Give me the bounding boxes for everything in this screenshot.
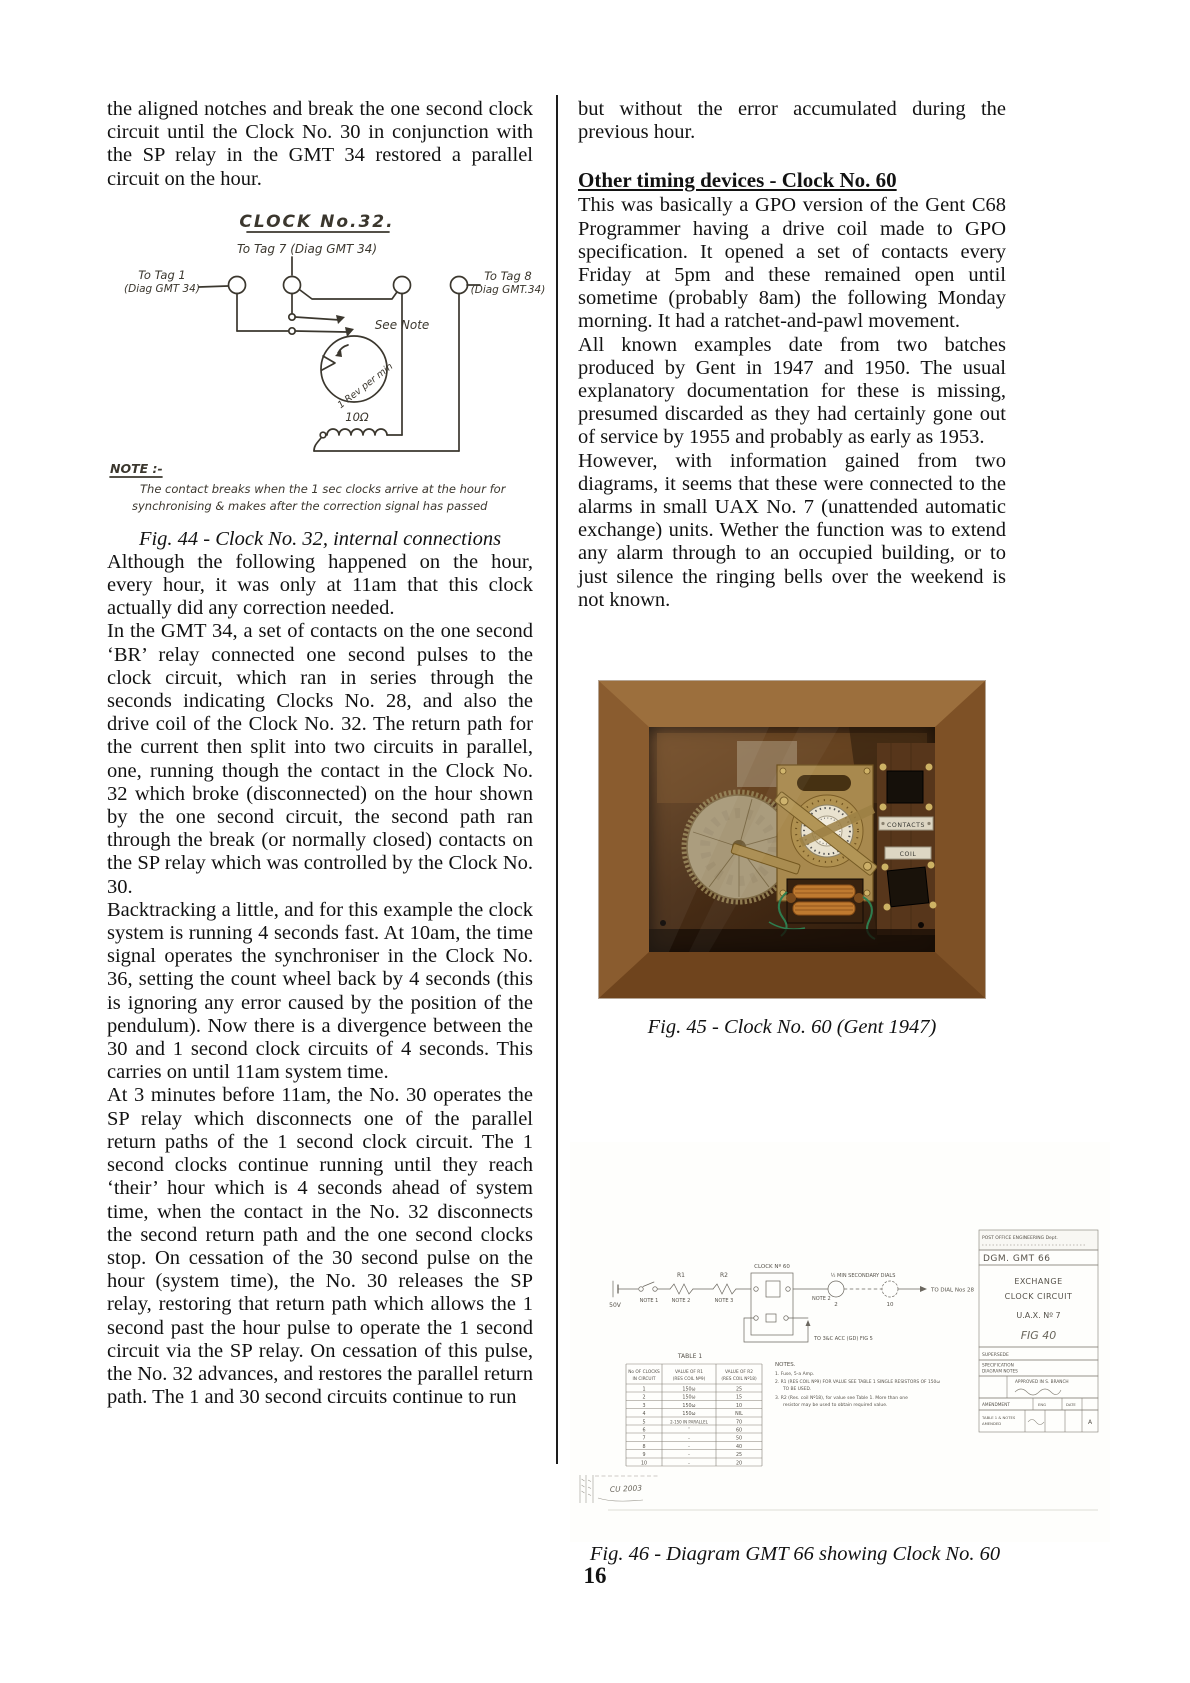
- svg-text:DATE: DATE: [1066, 1403, 1076, 1407]
- svg-text:NOTE 3: NOTE 3: [714, 1298, 734, 1304]
- fig44-contact-arrows: [336, 315, 354, 337]
- body-paragraph: the aligned notches and break the one second clock circuit until the Clock No. 30 in conjunction with the SP relay in the GMT 34 restored a parallel circuit on the hour.: [107, 98, 533, 190]
- svg-text:VALUE OF R1: VALUE OF R1: [675, 1370, 703, 1375]
- svg-text:VALUE OF R2: VALUE OF R2: [725, 1370, 753, 1375]
- svg-text:10: 10: [640, 1461, 648, 1467]
- svg-text:DIAGRAM NOTES: DIAGRAM NOTES: [982, 1369, 1018, 1375]
- svg-text:150ω: 150ω: [682, 1412, 696, 1417]
- svg-text:8: 8: [642, 1445, 646, 1450]
- svg-text:3: 3: [642, 1404, 646, 1409]
- body-paragraph: Although the following happened on the hour, every hour, it was only at 11am that this clock actually did any correction needed.: [107, 550, 533, 620]
- svg-text:SPECIFICATION: SPECIFICATION: [982, 1363, 1014, 1369]
- svg-text:IN CIRCUIT: IN CIRCUIT: [632, 1377, 656, 1382]
- fig44-cam-notch: [322, 356, 335, 370]
- svg-text:R2: R2: [720, 1272, 728, 1279]
- fig44-clock32-diagram: [102, 207, 546, 523]
- svg-text:2-150 IN PARALLEL: 2-150 IN PARALLEL: [670, 1419, 708, 1425]
- body-paragraph: In the GMT 34, a set of contacts on the one second ‘BR’ relay connected one second pulses to the clock circuit, which ran in series through the seconds indicating Clocks No. 28, and also the drive coil of the Clock No. 32. The return path for the current then split into two circuits in parallel, one, running though the contact in the Clock No. 32 which broke (disconnected) on the hour shown by the one second circuit, the second path ran through the break (or normally closed) contacts on the SP relay which was controlled by the Clock No. 30.: [107, 620, 533, 898]
- svg-text:TABLE 1 & NOTES: TABLE 1 & NOTES: [982, 1416, 1016, 1420]
- stamp-handwriting: CU 2003: [609, 1483, 643, 1494]
- svg-text:APPROVED IN S. BRANCH: APPROVED IN S. BRANCH: [1015, 1380, 1069, 1385]
- svg-text:(Diag GMT.34): (Diag GMT.34): [470, 283, 546, 296]
- svg-text:40: 40: [735, 1445, 743, 1450]
- svg-text:2: 2: [642, 1395, 646, 1401]
- svg-text:20: 20: [735, 1461, 743, 1467]
- column-divider: [556, 95, 558, 1464]
- svg-text:R1: R1: [677, 1272, 685, 1279]
- svg-text:(RES COIL Nº18): (RES COIL Nº18): [721, 1377, 757, 1382]
- coil-label: COIL: [899, 851, 917, 859]
- drive-coil: [786, 879, 864, 923]
- svg-text:-: -: [688, 1461, 690, 1467]
- svg-text:No OF CLOCKS: No OF CLOCKS: [628, 1370, 660, 1375]
- svg-text:TO 3&C ACC (GD) FIG 5: TO 3&C ACC (GD) FIG 5: [814, 1336, 873, 1342]
- svg-text:SUPERSEDE: SUPERSEDE: [982, 1353, 1009, 1358]
- svg-text:25: 25: [735, 1453, 743, 1458]
- svg-text:60: 60: [735, 1428, 743, 1434]
- svg-text:(Diag GMT 34): (Diag GMT 34): [124, 282, 200, 295]
- svg-text:NOTES.: NOTES.: [775, 1362, 796, 1368]
- titleblock-fig-number: FIG 40: [1020, 1329, 1057, 1342]
- svg-text:-: -: [688, 1453, 690, 1458]
- svg-text:25: 25: [735, 1387, 743, 1393]
- svg-text:CLOCK CIRCUIT: CLOCK CIRCUIT: [1004, 1292, 1073, 1301]
- fig46-caption: Fig. 46 - Diagram GMT 66 showing Clock No. 60: [589, 1543, 1001, 1565]
- fig44-note-heading: NOTE :-: [110, 460, 163, 476]
- svg-text:5: 5: [642, 1420, 646, 1426]
- svg-text:50V: 50V: [609, 1302, 621, 1309]
- svg-text:9: 9: [642, 1453, 646, 1458]
- svg-text:TO BE USED.: TO BE USED.: [783, 1387, 812, 1392]
- body-paragraph: This was basically a GPO version of the Gent C68 Programmer having a drive coil made to GPO specification. It opened a set of contacts every Friday at 5pm and these remained open until sometime (probably 8am) the following Monday morning. It had a ratchet-and-pawl movement.: [578, 194, 1006, 333]
- body-paragraph: However, with information gained from two diagrams, it seems that these were connected to the alarms in small UAX No. 7 (unattended automatic exchange) units. Wether the function was to extend any alarm through to an occupied building, or to just silence the ringing bells over the weekend is not known.: [578, 449, 1006, 611]
- svg-text:10: 10: [735, 1404, 743, 1409]
- svg-text:″: ″: [688, 1428, 690, 1434]
- fig44-caption: Fig. 44 - Clock No. 32, internal connections: [138, 527, 502, 550]
- svg-text:NIL: NIL: [735, 1412, 743, 1417]
- svg-text:EXCHANGE: EXCHANGE: [1014, 1277, 1063, 1286]
- svg-text:-: -: [688, 1445, 690, 1450]
- body-paragraph: At 3 minutes before 11am, the No. 30 operates the SP relay which disconnects one of the parallel return paths of the 1 second clock circuit. The 1 second clocks continue running until they reach ‘their’ hour which is 4 seconds ahead of system time, when the contact in the No. 32 disconnects the second return path and the one second clocks stop. On cessation of the 30 second pulse on the hour (system time), the No. 30 releases the SP relay, restoring that return path which allows the 1 second past the hour pulse to operate the 1 second circuit via the SP relay. On cessation of this pulse, the No. 32 advances, and restores the parallel return path. The 1 and 30 second circuits continue to run: [107, 1084, 533, 1409]
- svg-text:CLOCK Nº 60: CLOCK Nº 60: [754, 1264, 790, 1270]
- fig44-note-line2: synchronising & makes after the correction signal has passed: [132, 498, 488, 513]
- body-paragraph: All known examples date from two batches produced by Gent in 1947 and 1950. The usual explanatory documentation for these is missing, presumed discarded as they had certainly gone out of service by 1955 and probably as early as 1953.: [578, 333, 1006, 449]
- svg-text:50: 50: [735, 1436, 743, 1442]
- fig44-coil-value: 10Ω: [345, 409, 369, 424]
- contact-block: [887, 771, 923, 803]
- svg-text:½ MIN SECONDARY DIALS: ½ MIN SECONDARY DIALS: [830, 1273, 896, 1279]
- svg-text:(RES COIL Nº9): (RES COIL Nº9): [672, 1377, 706, 1382]
- fig44-tag1-label: To Tag 1: [138, 267, 186, 282]
- fig45-caption: Fig. 45 - Clock No. 60 (Gent 1947): [647, 1016, 937, 1039]
- svg-text:TO DIAL Nos 28: TO DIAL Nos 28: [931, 1287, 974, 1294]
- clock-mechanism: [649, 727, 935, 952]
- svg-text:U.A.X. Nº 7: U.A.X. Nº 7: [1016, 1311, 1061, 1320]
- body-paragraph: Backtracking a little, and for this example the clock system is running 4 seconds fast. At 10am, the time signal operates the synchroniser in the Clock No. 36, setting the count wheel back by 4 seconds (this is ignoring any error caused by the position of the pendulum). Now there is a divergence between the 30 and 1 second clock circuits of 4 seconds. This carries on until 11am system time.: [107, 898, 533, 1084]
- svg-text:15: 15: [735, 1395, 743, 1401]
- page-number: 16: [583, 1563, 607, 1588]
- body-paragraph: but without the error accumulated during the previous hour.: [578, 98, 1006, 144]
- svg-text:-: -: [688, 1436, 690, 1442]
- fig44-see-note-label: See Note: [374, 317, 430, 332]
- terminal-panel: [877, 743, 937, 935]
- svg-text:NOTE 2: NOTE 2: [671, 1298, 691, 1304]
- svg-text:4: 4: [642, 1412, 646, 1417]
- svg-text:AMENDMENT: AMENDMENT: [982, 1403, 1010, 1408]
- fig44-title: CLOCK No.32.: [239, 211, 395, 232]
- svg-text:6: 6: [642, 1428, 646, 1434]
- svg-text:AMENDED: AMENDED: [982, 1422, 1002, 1426]
- svg-text:150ω: 150ω: [682, 1395, 696, 1401]
- svg-text:10: 10: [886, 1302, 894, 1308]
- fig44-rev-label: 1 Rev per min: [335, 360, 396, 411]
- svg-text:3. R2 (Res. coil Nº18), for v: 3. R2 (Res. coil Nº18), for value see Table 1. More than one: [775, 1396, 908, 1401]
- contacts-label: CONTACTS: [886, 822, 926, 830]
- svg-text:NOTE 2: NOTE 2: [812, 1296, 831, 1302]
- svg-text:1: 1: [642, 1387, 646, 1393]
- right-column: [578, 98, 1006, 1039]
- svg-text:150ω: 150ω: [682, 1387, 696, 1393]
- titleblock-header: POST OFFICE ENGINEERING Dept.: [982, 1236, 1058, 1241]
- svg-text:7: 7: [642, 1436, 646, 1442]
- svg-text:ENG: ENG: [1038, 1403, 1047, 1407]
- fig44-note-line1: The contact breaks when the 1 sec clocks arrive at the hour for: [140, 481, 506, 496]
- svg-text:resistor may be used to obtain: resistor may be used to obtain required value.: [783, 1403, 888, 1408]
- svg-text:A: A: [1088, 1419, 1093, 1426]
- svg-text:NOTE 1: NOTE 1: [639, 1298, 659, 1304]
- coil-block: [887, 867, 929, 907]
- svg-text:150ω: 150ω: [682, 1404, 696, 1409]
- wooden-case: [599, 681, 985, 998]
- left-column: [107, 98, 546, 1409]
- svg-text:2: 2: [834, 1302, 838, 1308]
- fig45-clock60-photo: [578, 652, 1006, 1004]
- svg-text:2. R1 (RES COIL Nº9) FOR VALU: 2. R1 (RES COIL Nº9) FOR VALUE SEE TABLE 1 SINGLE RESISTORS OF 150ω: [775, 1380, 940, 1385]
- fig44-tag7-label: To Tag 7 (Diag GMT 34): [236, 241, 378, 256]
- fig46-gmt66-diagram: [570, 1142, 1110, 1542]
- titleblock-dgm: DGM. GMT 66: [983, 1254, 1051, 1264]
- table-title: TABLE 1: [677, 1353, 703, 1360]
- svg-text:1. Fuse, 5-a Amp.: 1. Fuse, 5-a Amp.: [775, 1372, 815, 1377]
- svg-text:70: 70: [735, 1420, 743, 1426]
- fig44-tag8-label: To Tag 8: [484, 268, 532, 283]
- glass-front: [649, 727, 935, 952]
- section-heading: Other timing devices - Clock No. 60: [578, 168, 897, 193]
